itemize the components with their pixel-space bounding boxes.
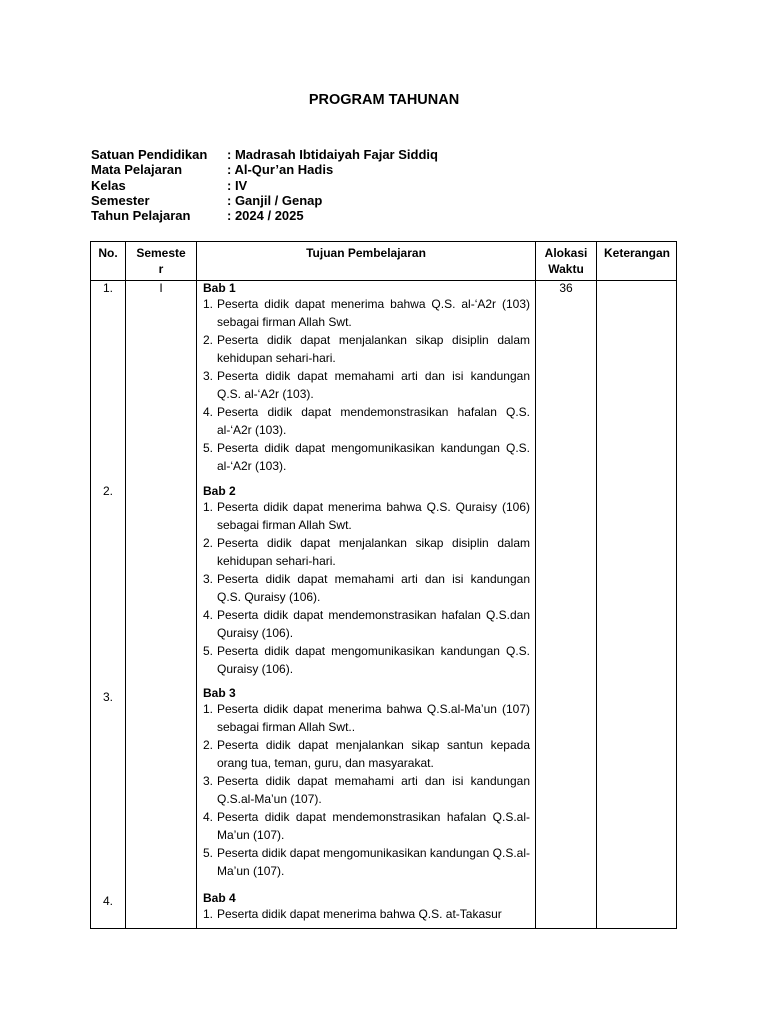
bab-block [203, 484, 530, 678]
column-divider [596, 242, 597, 928]
item-text: Peserta didik dapat mengomunikasikan kandungan Q.S. Quraisy (106). [217, 644, 530, 676]
identity-label: Kelas [91, 177, 126, 193]
item-text: Peserta didik dapat menjalankan sikap santun kepada orang tua, teman, guru, dan masyarakat. [217, 738, 530, 770]
item-text: Peserta didik dapat memahami arti dan isi kandungan Q.S. al-‘A2r (103). [217, 369, 530, 401]
identity-value: : Madrasah Ibtidaiyah Fajar Siddiq [227, 147, 438, 162]
item-text: Peserta didik dapat menerima bahwa Q.S. at-Takasur [217, 907, 502, 921]
item-number: 5. [203, 441, 214, 455]
item-text: Peserta didik dapat memahami arti dan isi kandungan Q.S. Quraisy (106). [217, 572, 530, 604]
identity-label: Tahun Pelajaran [91, 208, 191, 224]
program-table [90, 241, 677, 929]
list-item [203, 606, 530, 642]
row-number: 4. [102, 894, 113, 908]
identity-block [91, 147, 438, 223]
identity-label: Satuan Pendidikan [91, 147, 208, 162]
item-number: 1. [203, 907, 214, 921]
bab-block [203, 891, 530, 923]
item-text: Peserta didik dapat mengomunikasikan kandungan Q.S. al-‘A2r (103). [217, 441, 530, 473]
item-text: Peserta didik dapat mendemonstrasikan hafalan Q.S.al-Ma’un (107). [217, 810, 530, 842]
list-item [203, 403, 530, 439]
column-divider [535, 242, 536, 928]
item-number: 3. [203, 572, 214, 586]
list-item [203, 295, 530, 331]
row-number: 1. [102, 281, 113, 295]
identity-row [91, 193, 438, 208]
item-text: Peserta didik dapat menerima bahwa Q.S. Quraisy (106) sebagai firman Allah Swt. [217, 500, 530, 532]
list-item [203, 700, 530, 736]
item-text: Peserta didik dapat mengomunikasikan kandungan Q.S.al-Ma’un (107). [217, 846, 530, 878]
item-text: Peserta didik dapat menjalankan sikap disiplin dalam kehidupan sehari-hari. [217, 536, 530, 568]
bab-title: Bab 2 [203, 484, 236, 498]
identity-row [91, 178, 438, 193]
item-number: 2. [203, 333, 214, 347]
list-item [203, 736, 530, 772]
list-item [203, 534, 530, 570]
item-number: 1. [203, 500, 214, 514]
item-number: 1. [203, 297, 214, 311]
identity-value: : Ganjil / Genap [227, 192, 323, 208]
header-semester: Semeste r [136, 246, 186, 276]
list-item [203, 570, 530, 606]
bab-block [203, 281, 530, 475]
item-number: 4. [203, 405, 214, 419]
item-text: Peserta didik dapat menerima bahwa Q.S.al-Ma’un (107) sebagai firman Allah Swt.. [217, 702, 530, 734]
header-keterangan: Keterangan [603, 246, 671, 260]
item-text: Peserta didik dapat menerima bahwa Q.S. al-‘A2r (103) sebagai firman Allah Swt. [217, 297, 530, 329]
identity-value: : Al-Qur’an Hadis [227, 162, 334, 178]
identity-label: Mata Pelajaran [91, 162, 183, 178]
bab-title: Bab 4 [203, 891, 236, 905]
identity-value: : 2024 / 2025 [227, 208, 304, 224]
identity-label: Semester [91, 192, 150, 208]
header-tujuan: Tujuan Pembelajaran [306, 246, 426, 260]
bab-title: Bab 1 [203, 281, 236, 295]
row-number: 3. [102, 690, 113, 704]
column-divider [196, 242, 197, 928]
item-number: 1. [203, 702, 214, 716]
item-text: Peserta didik dapat mendemonstrasikan hafalan Q.S. al-‘A2r (103). [217, 405, 530, 437]
list-item [203, 642, 530, 678]
row-semester: I [159, 281, 163, 295]
list-item [203, 331, 530, 367]
item-number: 3. [203, 369, 214, 383]
item-number: 3. [203, 774, 214, 788]
bab-block [203, 686, 530, 880]
identity-value: : IV [227, 177, 248, 193]
list-item [203, 844, 530, 880]
list-item [203, 439, 530, 475]
identity-row [91, 147, 438, 162]
list-item [203, 772, 530, 808]
list-item [203, 808, 530, 844]
header-alokasi: Alokasi Waktu [544, 246, 588, 276]
identity-row [91, 208, 438, 223]
item-number: 5. [203, 846, 214, 860]
item-number: 5. [203, 644, 214, 658]
page-title: PROGRAM TAHUNAN [308, 92, 460, 108]
identity-row [91, 162, 438, 177]
item-number: 4. [203, 608, 214, 622]
item-text: Peserta didik dapat mendemonstrasikan hafalan Q.S.dan Quraisy (106). [217, 608, 530, 640]
header-no: No. [98, 246, 118, 260]
item-text: Peserta didik dapat memahami arti dan isi kandungan Q.S.al-Ma’un (107). [217, 774, 530, 806]
item-number: 2. [203, 536, 214, 550]
row-alokasi: 36 [559, 281, 573, 295]
list-item [203, 498, 530, 534]
item-number: 2. [203, 738, 214, 752]
item-number: 4. [203, 810, 214, 824]
list-item [203, 367, 530, 403]
bab-title: Bab 3 [203, 686, 236, 700]
list-item [203, 905, 530, 923]
item-text: Peserta didik dapat menjalankan sikap disiplin dalam kehidupan sehari-hari. [217, 333, 530, 365]
row-number: 2. [102, 484, 113, 498]
column-divider [125, 242, 126, 928]
